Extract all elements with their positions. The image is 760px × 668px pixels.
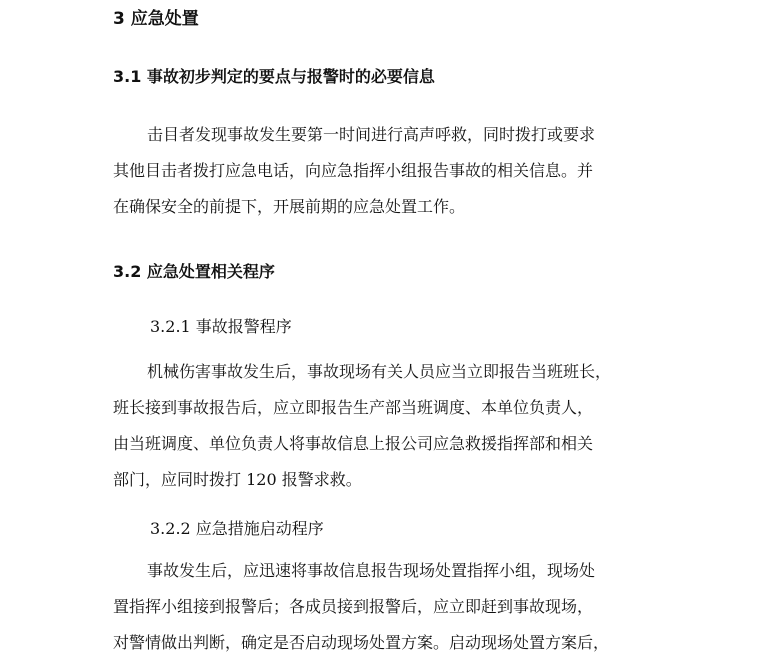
section-title: 3 应急处置 [113, 9, 199, 29]
subsection-heading-3-2: 3.2 应急处置相关程序 [113, 262, 275, 281]
paragraph-line: 在确保安全的前提下，开展前期的应急处置工作。 [113, 197, 466, 216]
paragraph-line: 机械伤害事故发生后，事故现场有关人员应当立即报告当班班长， [147, 362, 612, 381]
item-heading-3-2-1: 3.2.1 事故报警程序 [150, 317, 292, 336]
paragraph-line: 对警情做出判断，确定是否启动现场处置方案。启动现场处置方案后， [113, 633, 610, 652]
paragraph-emergency-start [113, 553, 661, 661]
paragraph-initial-judgment [113, 117, 661, 225]
paragraph-line: 部门，应同时拨打 120 报警求救。 [113, 470, 362, 489]
paragraph-line: 班长接到事故报告后，应立即报告生产部当班调度、本单位负责人， [113, 398, 594, 417]
paragraph-line: 由当班调度、单位负责人将事故信息上报公司应急救援指挥部和相关 [113, 434, 594, 453]
item-heading-3-2-2: 3.2.2 应急措施启动程序 [150, 519, 324, 538]
paragraph-line: 其他目击者拨打应急电话，向应急指挥小组报告事故的相关信息。并 [113, 161, 594, 180]
paragraph-line: 置指挥小组接到报警后；各成员接到报警后，应立即赶到事故现场， [113, 597, 594, 616]
paragraph-alarm-procedure [113, 354, 661, 498]
subsection-heading-3-1: 3.1 事故初步判定的要点与报警时的必要信息 [113, 67, 435, 86]
paragraph-line: 事故发生后，应迅速将事故信息报告现场处置指挥小组，现场处 [147, 561, 596, 580]
paragraph-line: 击目者发现事故发生要第一时间进行高声呼救，同时拨打或要求 [147, 125, 596, 144]
